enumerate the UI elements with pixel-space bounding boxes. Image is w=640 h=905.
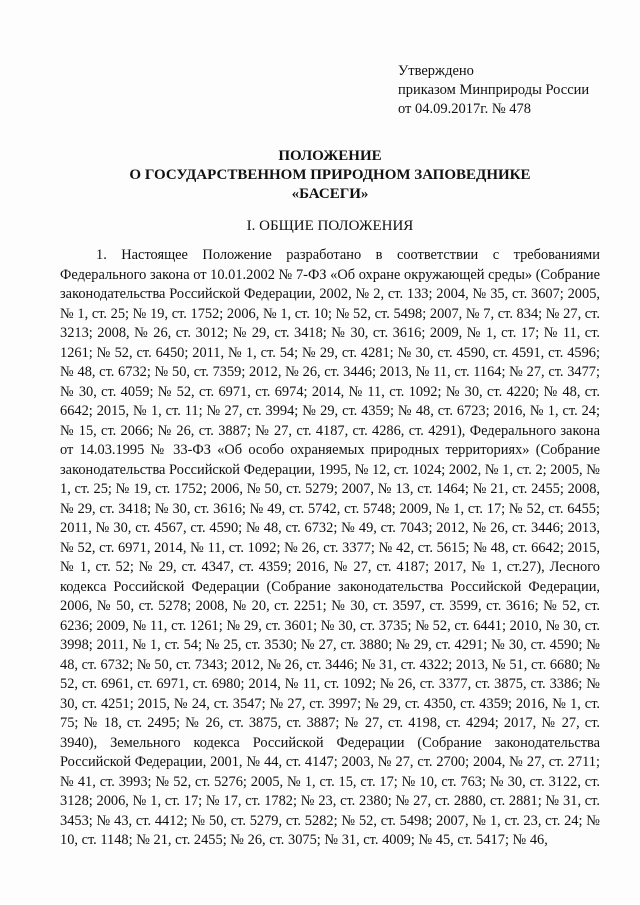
title-line-2: О ГОСУДАРСТВЕННОМ ПРИРОДНОМ ЗАПОВЕДНИКЕ [129, 167, 531, 183]
approval-line-order: приказом Минприроды России [398, 82, 590, 98]
approval-line-approved: Утверждено [398, 63, 474, 79]
body-paragraph-1: 1. Настоящее Положение разработано в соответствии с требованиями Федерального закона от 10.01.2002 № 7-ФЗ «Об охране окружающей среды» (Собрание законодательства Российской Федерации, 2002, № 2, ст. 133; 2004, № 35, ст. 3607; 2005, № 1, ст. 25; № 19, ст. 1752; 2006, № 1, ст. 10; № 52, ст. 5498; 2007, № 7, ст. 834; № 27, ст. 3213; 2008, № 26, ст. 3012; № 29, ст. 3418; № 30, ст. 3616; 2009, № 1, ст. 17; № 11, ст. 1261; № 52, ст. 6450; 2011, № 1, ст. 54; № 29, ст. 4281; № 30, ст. 4590, ст. 4591, ст. 4596; № 48, ст. 6732; № 50, ст. 7359; 2012, № 26, ст. 3446; 2013, № 11, ст. 1164; № 27, ст. 3477; № 30, ст. 4059; № 52, ст. 6971, ст. 6974; 2014, № 11, ст. 1092; № 30, ст. 4220; № 48, ст. 6642; 2015, № 1, ст. 11; № 27, ст. 3994; № 29, ст. 4359; № 48, ст. 6723; 2016, № 1, ст. 24; № 15, ст. 2066; № 26, ст. 3887; № 27, ст. 4187, ст. 4286, ст. 4291), Федерального закона от 14.03.1995 № 33-ФЗ «Об особо охраняемых природных территориях» (Собрание законодательства Российской Федерации, 1995, № 12, ст. 1024; 2002, № 1, ст. 2; 2005, № 1, ст. 25; № 19, ст. 1752; 2006, № 50, ст. 5279; 2007, № 13, ст. 1464; № 21, ст. 2455; 2008, № 29, ст. 3418; № 30, ст. 3616; № 49, ст. 5742, ст. 5748; 2009, № 1, ст. 17; № 52, ст. 6455; 2011, № 30, ст. 4567, ст. 4590; № 48, ст. 6732; № 49, ст. 7043; 2012, № 26, ст. 3446; 2013, № 52, ст. 6971, 2014, № 11, ст. 1092; № 26, ст. 3377; № 42, ст. 5615; № 48, ст. 6642; 2015, № 1, ст. 52; № 29, ст. 4347, ст. 4359; 2016, № 27, ст. 4187; 2017, № 1, ст.27), Лесного кодекса Российской Федерации (Собрание законодательства Российской Федерации, 2006, № 50, ст. 5278; 2008, № 20, ст. 2251; № 30, ст. 3597, ст. 3599, ст. 3616; № 52, ст. 6236; 2009, № 11, ст. 1261; № 29, ст. 3601; № 30, ст. 3735; № 52, ст. 6441; 2010, № 30, ст. 3998; 2011, № 1, ст. 54; № 25, ст. 3530; № 27, ст. 3880; № 29, ст. 4291; № 30, ст. 4590; № 48, ст. 6732; № 50, ст. 7343; 2012, № 26, ст. 3446; № 31, ст. 4322; 2013, № 51, ст. 6680; № 52, ст. 6961, ст. 6971, ст. 6980; 2014, № 11, ст. 1092; № 26, ст. 3377, ст. 3875, ст. 3386; № 30, ст. 4251; 2015, № 24, ст. 3547; № 27, ст. 3997; № 29, ст. 4350, ст. 4359; 2016, № 1, ст. 75; № 18, ст. 2495; № 26, ст. 3875, ст. 3887; № 27, ст. 4198, ст. 4294; 2017, № 27, ст. 3940), Земельного кодекса Российской Федерации (Собрание законодательства Российской Федерации, 2001, № 44, ст. 4147; 2003, № 27, ст. 2700; 2004, № 27, ст. 2711; № 41, ст. 3993; № 52, ст. 5276; 2005, № 1, ст. 15, ст. 17; № 10, ст. 763; № 30, ст. 3122, ст. 3128; 2006, № 1, ст. 17; № 17, ст. 1782; № 23, ст. 2380; № 27, ст. 2880, ст. 2881; № 31, ст. 3453; № 43, ст. 4412; № 50, ст. 5279, ст. 5282; № 52, ст. 5498; 2007, № 1, ст. 23, ст. 24; № 10, ст. 1148; № 21, ст. 2455; № 26, ст. 3075; № 31, ст. 4009; № 45, ст. 5417; № 46, [60, 247, 600, 848]
document-title [60, 147, 600, 204]
title-line-3: «БАСЕГИ» [291, 186, 369, 202]
approval-stamp [398, 62, 589, 119]
section-heading: I. ОБЩИЕ ПОЛОЖЕНИЯ [246, 218, 414, 234]
approval-line-date: от 04.09.2017г. № 478 [398, 101, 532, 117]
title-line-1: ПОЛОЖЕНИЕ [278, 148, 382, 164]
